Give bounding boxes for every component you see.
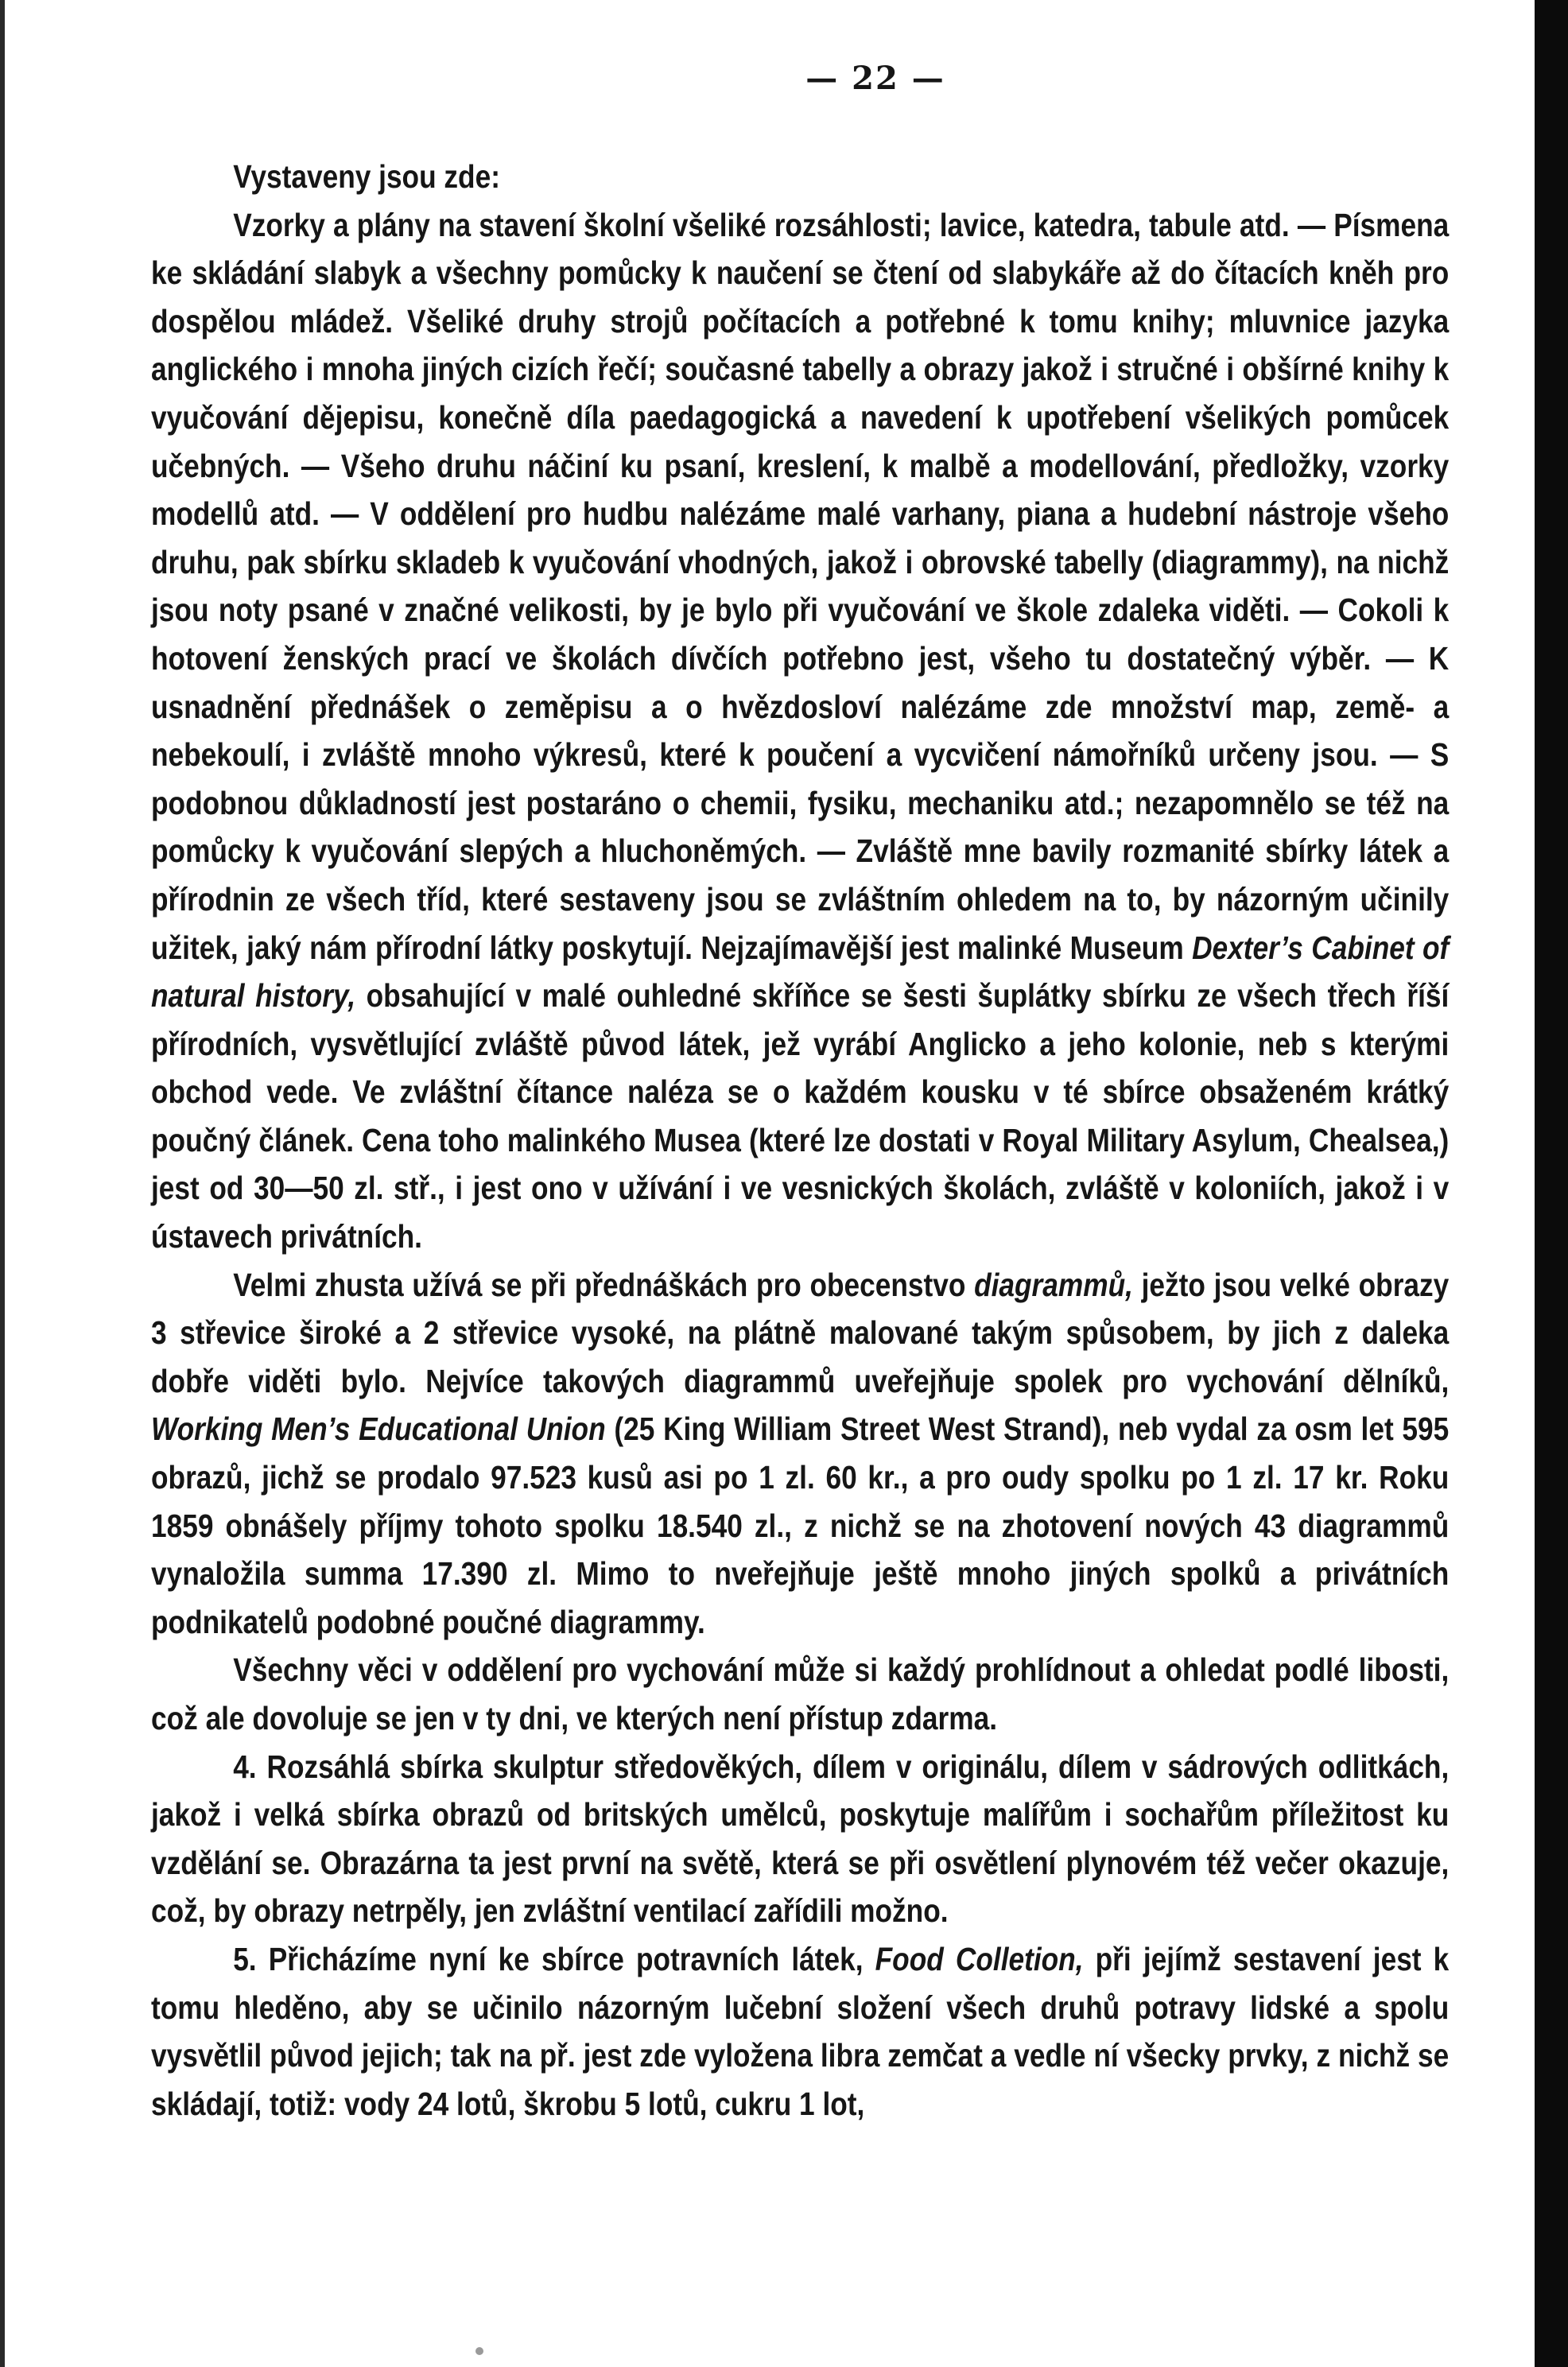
text-run: 5. Přicházíme nyní ke sbírce potravních látek, (233, 1940, 875, 1977)
italic-run: diagrammů, (974, 1266, 1133, 1303)
page-number: — 22 — (805, 60, 945, 97)
paragraph-4 (151, 1743, 1449, 1935)
text-run: obsahující v malé ouhledné skříňce se šesti šuplátky sbírku ze všech třech říší přírodních, vysvětlující zvláště původ látek, jež vyrábí Anglicko a jeho kolonie, neb s kterými obchod vede. Ve zvláštní čítance naléza se o každém kousku v té sbírce obsaženém krátký poučný článek. Cena toho malinkého Musea (které lze dostati v Royal Military Asylum, Chealsea,) jest od 30—50 zl. stř., i jest ono v užívání i ve vesnických školách, zvláště v koloniích, jakož i v ústavech privátních. (151, 977, 1450, 1255)
text-run: Všechny věci v oddělení pro vychování může si každý prohlídnout a ohledat podlé libosti, což ale dovoluje se jen v ty dni, ve kterých není přístup zdarma. (151, 1651, 1450, 1736)
italic-run: Working Men’s Educational Union (151, 1410, 606, 1448)
text-run: 4. Rozsáhlá sbírka skulptur středověkých, dílem v originálu, dílem v sádrových odlitkách, jakož i velká sbírka obrazů od britských umělců, poskytuje malířům i sochařům příležitost ku vzdělání se. Obrazárna ta jest první na světě, která se při osvětlení plynovém též večer okazuje, což, by obrazy netrpěly, jen zvláštní ventilací zařídili možno. (151, 1748, 1450, 1930)
text-run: Velmi zhusta užívá se při přednáškách pro obecenstvo (233, 1266, 975, 1303)
paragraph-1 (151, 201, 1449, 1261)
italic-run: Food Colletion, (875, 1940, 1084, 1977)
scan-speck (475, 2347, 483, 2355)
paragraph-2 (151, 1261, 1449, 1647)
paragraph-3 (151, 1646, 1449, 1742)
book-page (151, 48, 1449, 2128)
paragraph-5 (151, 1935, 1449, 2128)
heading-line: Vystaveny jsou zde: (233, 158, 500, 195)
italic-run: Dexter’s Cabinet of natural history, (151, 929, 1450, 1015)
scan-left-edge (0, 0, 5, 2367)
text-run: ježto jsou velké obrazy 3 střevice široké a 2 střevice vysoké, na plátně malované takým spůsobem, by jich z daleka dobře viděti bylo. Nejvíce takových diagrammů uveřejňuje spolek pro vychování dělníků, (151, 1266, 1450, 1399)
scan-right-edge (1535, 0, 1568, 2367)
text-run: při jejímž sestavení jest k tomu hleděno, aby se učinilo názorným lučební složení všech druhů potravy lidské a spolu vysvětlil původ jejich; tak na př. jest zde vyložena libra zemčat a vedle ní všecky prvky, z nichž se skládají, totiž: vody 24 lotů, škrobu 5 lotů, cukru 1 lot, (151, 1940, 1450, 2122)
text-run: Vzorky a plány na stavení školní všeliké rozsáhlosti; lavice, katedra, tabule atd. — Písmena ke skládání slabyk a všechny pomůcky k naučení se čtení od slabykáře až do čítacích kněh pro dospělou mládež. Všeliké druhy strojů počítacích a potřebné k tomu knihy; mluvnice jazyka anglického i mnoha jiných cizích řečí; současné tabelly a obrazy jakož i stručné i obšírné knihy k vyučování dějepisu, konečně díla paedagogická a navedení k upotřebení všelikých pomůcek učebných. — Všeho druhu náčiní ku psaní, kreslení, k malbě a modellování, předložky, vzorky modellů atd. — V oddělení pro hudbu nalézáme malé varhany, piana a hudební nástroje všeho druhu, pak sbírku skladeb k vyučování vhodných, jakož i obrovské tabelly (diagrammy), na nichž jsou noty psané v značné velikosti, by je bylo při vyučování ve škole zdaleka viděti. — Cokoli k hotovení ženských prací ve školách dívčích potřebno jest, všeho tu dostatečný výběr. — K usnadnění přednášek o zeměpisu a o hvězdosloví nalézáme zde množství map, země- a nebekoulí, i zvláště mnoho výkresů, které k poučení a vycvičení námořníků určeny jsou. — S podobnou důkladností jest postaráno o chemii, fysiku, mechaniku atd.; nezapomnělo se též na pomůcky k vyučování slepých a hluchoněmých. — Zvláště mne bavily rozmanité sbírky látek a přírodnin ze všech tříd, které sestaveny jsou se zvláštním ohledem na to, by názorným učinily užitek, jaký nám přírodní látky poskytují. Nejzajímavější jest malinké Museum (151, 206, 1450, 966)
text-run: (25 King William Street West Strand), neb vydal za osm let 595 obrazů, jichž se prodalo 97.523 kusů asi po 1 zl. 60 kr., a pro oudy spolku po 1 zl. 17 kr. Roku 1859 obnášely příjmy tohoto spolku 18.540 zl., z nichž se na zhotovení nových 43 diagrammů vynaložila summa 17.390 zl. Mimo to nveřejňuje ještě mnoho jiných spolků a privátních podnikatelů podobné poučné diagrammy. (151, 1410, 1450, 1640)
